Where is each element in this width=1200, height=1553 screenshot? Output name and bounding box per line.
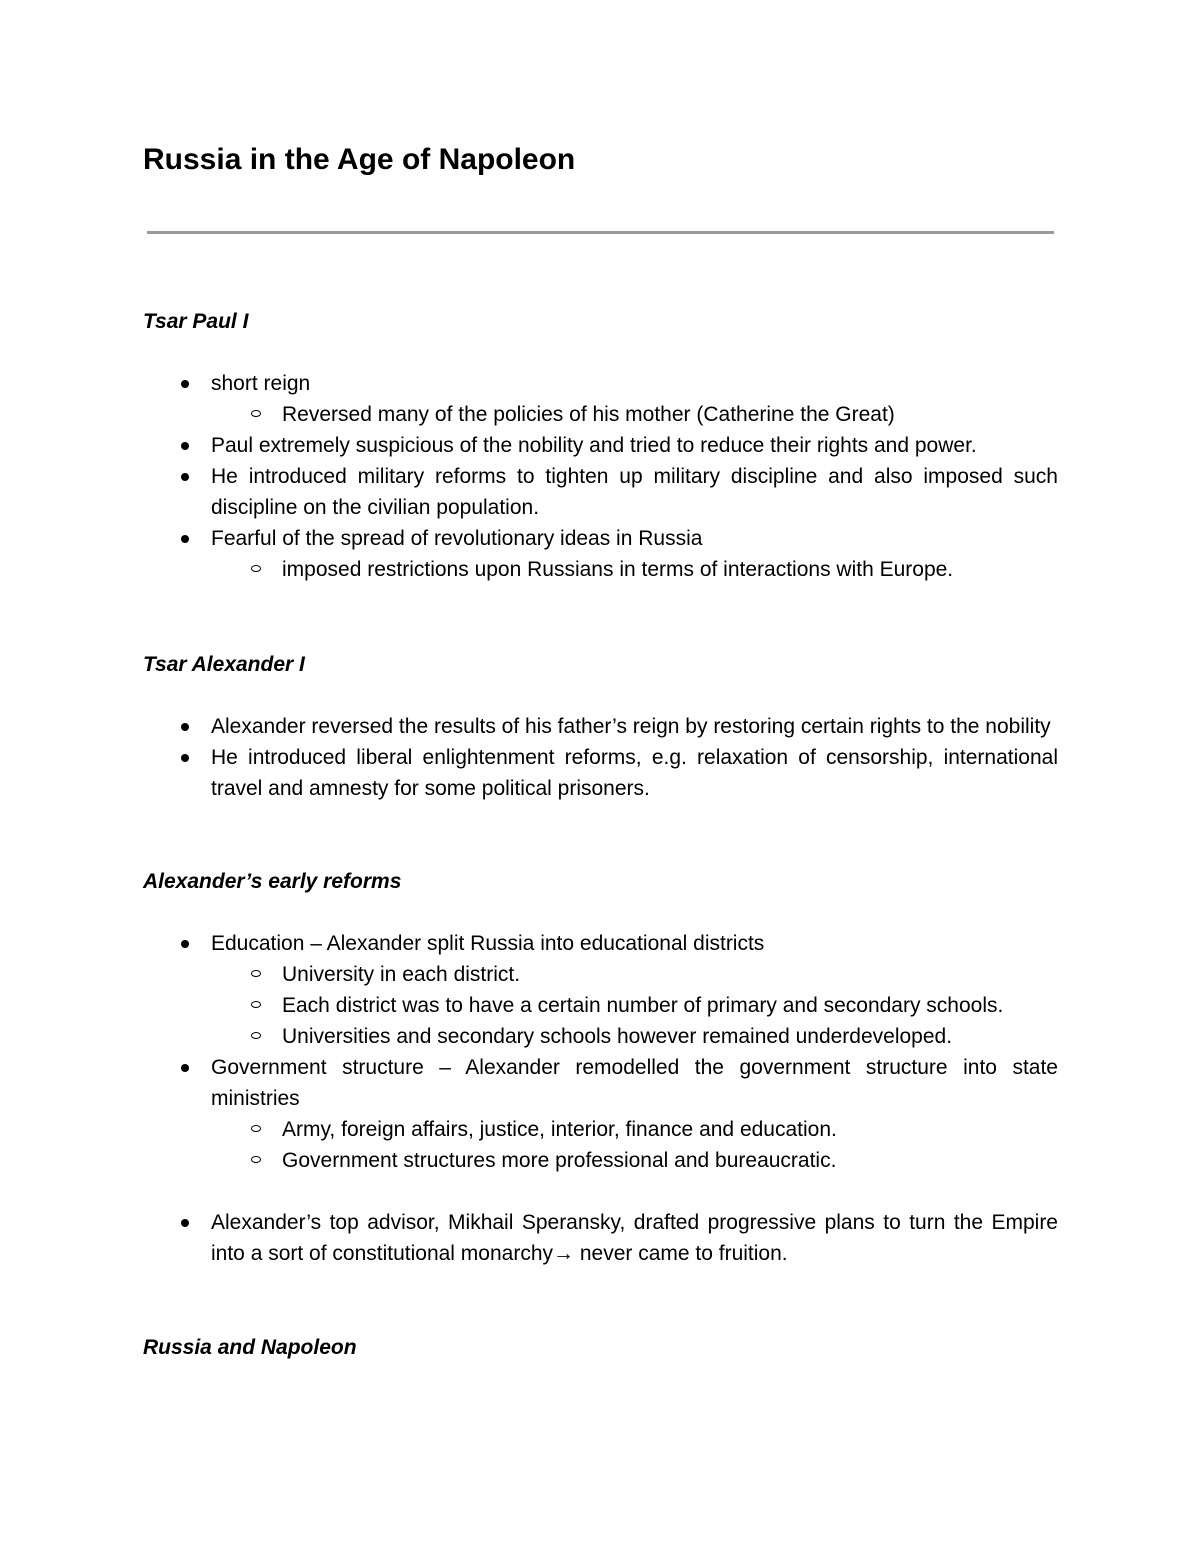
list-item: short reign <box>211 368 1058 399</box>
list-item: Alexander’s top advisor, Mikhail Speransky, drafted progressive plans to turn the Empire into a sort of constitutional monarchy→ never came to fruition. <box>211 1207 1058 1269</box>
list-item: Alexander reversed the results of his father’s reign by restoring certain rights to the nobility <box>211 711 1058 742</box>
section-list-early-reforms <box>0 928 1200 1269</box>
circle-bullet-icon <box>251 1125 261 1132</box>
list-item: Government structures more professional and bureaucratic. <box>282 1145 1058 1176</box>
bullet-icon <box>181 473 189 481</box>
bullet-icon <box>181 380 189 388</box>
document-title: Russia in the Age of Napoleon <box>143 143 576 176</box>
section-list-tsar-paul <box>0 368 1200 585</box>
bullet-icon <box>181 535 189 543</box>
circle-bullet-icon <box>251 410 261 417</box>
section-heading-early-reforms: Alexander’s early reforms <box>143 870 402 893</box>
section-list-tsar-alexander <box>0 711 1200 804</box>
bullet-icon <box>181 1219 189 1227</box>
bullet-icon <box>181 442 189 450</box>
list-item: Universities and secondary schools however remained underdeveloped. <box>282 1021 1058 1052</box>
list-item: He introduced military reforms to tighten up military discipline and also imposed such discipline on the civilian population. <box>211 461 1058 523</box>
list-item: University in each district. <box>282 959 1058 990</box>
circle-bullet-icon <box>251 1001 261 1008</box>
bullet-icon <box>181 940 189 948</box>
bullet-icon <box>181 1064 189 1072</box>
horizontal-rule <box>147 231 1054 234</box>
bullet-icon <box>181 754 189 762</box>
list-item: Education – Alexander split Russia into educational districts <box>211 928 1058 959</box>
section-heading-tsar-alexander: Tsar Alexander I <box>143 653 305 676</box>
circle-bullet-icon <box>251 970 261 977</box>
list-item: Each district was to have a certain number of primary and secondary schools. <box>282 990 1058 1021</box>
section-heading-tsar-paul: Tsar Paul I <box>143 310 249 333</box>
bullet-icon <box>181 723 189 731</box>
list-item: He introduced liberal enlightenment reforms, e.g. relaxation of censorship, international travel and amnesty for some political prisoners. <box>211 742 1058 804</box>
circle-bullet-icon <box>251 1156 261 1163</box>
list-item: imposed restrictions upon Russians in terms of interactions with Europe. <box>282 554 1058 585</box>
list-item: Fearful of the spread of revolutionary ideas in Russia <box>211 523 1058 554</box>
list-item: Reversed many of the policies of his mother (Catherine the Great) <box>282 399 1058 430</box>
list-item: Paul extremely suspicious of the nobility and tried to reduce their rights and power. <box>211 430 1058 461</box>
list-item: Government structure – Alexander remodelled the government structure into state ministries <box>211 1052 1058 1114</box>
circle-bullet-icon <box>251 1032 261 1039</box>
section-heading-russia-napoleon: Russia and Napoleon <box>143 1336 357 1359</box>
list-item: Army, foreign affairs, justice, interior, finance and education. <box>282 1114 1058 1145</box>
circle-bullet-icon <box>251 565 261 572</box>
